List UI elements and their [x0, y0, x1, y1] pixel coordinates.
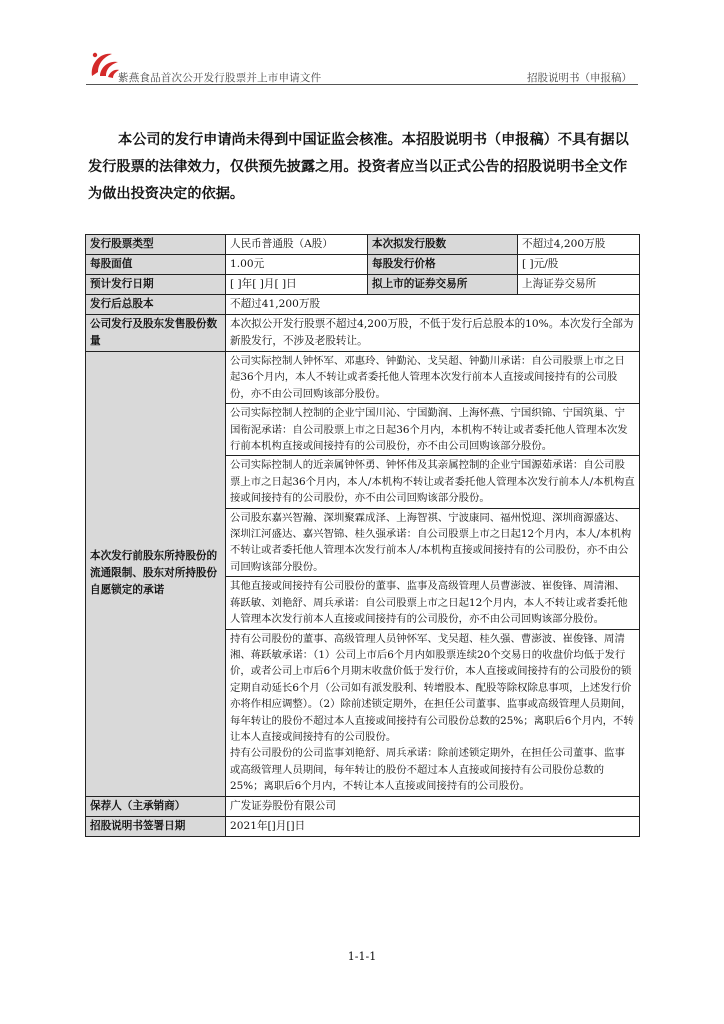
header-document-title: 紫燕食品首次公开发行股票并上市申请文件 [118, 72, 322, 84]
lockup-commitments [226, 352, 640, 797]
lockup-label: 本次发行前股东所持股份的流通限制、股东对所持股份自愿锁定的承诺 [86, 352, 226, 797]
table-row [86, 275, 640, 295]
table-row [86, 255, 640, 275]
header-divider [86, 84, 638, 85]
lockup-item-paragraph: 持有公司股份的公司监事刘艳舒、周兵承诺：除前述锁定期外，在担任公司董事、监事或高级管理人员期间，每年转让的股份不超过本人直接或间接持有公司股份总数的25%；离职后6个月内，不转让本人直接或间接持有的公司股份。 [230, 747, 625, 793]
table-row [86, 796, 640, 816]
risk-notice: 本公司的发行申请尚未得到中国证监会核准。本招股说明书（申报稿）不具有据以发行股票的法律效力，仅供预先披露之用。投资者应当以正式公告的招股说明书全文作为做出投资决定的依据。 [88, 132, 629, 202]
issue-date-value: [ ]年[ ]月[ ]日 [226, 275, 368, 295]
par-value-label: 每股面值 [86, 255, 226, 275]
issue-count-value: 不超过4,200万股 [518, 235, 640, 255]
stock-type-label: 发行股票类型 [86, 235, 226, 255]
sponsor-value: 广发证券股份有限公司 [226, 796, 640, 816]
exchange-value: 上海证券交易所 [518, 275, 640, 295]
sponsor-label: 保荐人（主承销商） [86, 796, 226, 816]
total-shares-value: 不超过41,200万股 [226, 295, 640, 315]
table-row [86, 235, 640, 255]
issue-price-label: 每股发行价格 [368, 255, 518, 275]
par-value-value: 1.00元 [226, 255, 368, 275]
exchange-label: 拟上市的证券交易所 [368, 275, 518, 295]
page-number: 1-1-1 [347, 950, 377, 963]
table-row [86, 352, 640, 797]
lockup-item: 公司股东嘉兴智瀚、深圳聚霖成泽、上海智祺、宁波康同、福州悦迎、深圳商源盛达、深圳江河盛达、嘉兴智锦、桂久强承诺：自公司股票上市之日起12个月内，本人/本机构不转让或者委托他人管理本次发行前本人/本机构直接或间接持有的公司股份，亦不由公司回购该部分股份。 [226, 509, 639, 578]
lockup-item: 公司实际控制人钟怀军、邓惠玲、钟勤沁、戈吴超、钟勤川承诺：自公司股票上市之日起36个月内，本人不转让或者委托他人管理本次发行前本人直接或间接持有的公司股份，亦不由公司回购该部分股份。 [226, 352, 639, 404]
lockup-item-paragraph: 持有公司股份的董事、高级管理人员钟怀军、戈吴超、桂久强、曹澎波、崔俊锋、周清湘、蒋跃敏承诺：（1）公司上市后6个月内如股票连续20个交易日的收盘价均低于发行价，或者公司上市后6个月期末收盘价低于发行价，本人直接或间接持有的公司股份的锁定期自动延长6个月（公司如有派发股利、转增股本、配股等除权除息事项，上述发行价亦将作相应调整）。（2）除前述锁定期外，在担任公司董事、监事或高级管理人员期间，每年转让的股份不超过本人直接或间接持有公司股份总数的25%；离职后6个月内，不转让本人直接或间接持有的公司股份。 [230, 632, 634, 743]
lockup-item: 其他直接或间接持有公司股份的董事、监事及高级管理人员曹澎波、崔俊锋、周清湘、蒋跃敏、刘艳舒、周兵承诺：自公司股票上市之日起12个月内，本人不转让或者委托他人管理本次发行前本人直接或间接持有的公司股份，亦不由公司回购该部分股份。 [226, 577, 639, 629]
share-sale-value: 本次拟公开发行股票不超过4,200万股，不低于发行后总股本的10%。本次发行全部为新股发行，不涉及老股转让。 [226, 315, 640, 352]
lockup-item: 公司实际控制人的近亲属钟怀勇、钟怀伟及其亲属控制的企业宁国源茹承诺：自公司股票上市之日起36个月内，本人/本机构不转让或者委托他人管理本次发行前本人/本机构直接或间接持有的公司股份，亦不由公司回购该部分股份。 [226, 456, 639, 508]
issue-price-value: [ ]元/股 [518, 255, 640, 275]
lockup-item: 公司实际控制人控制的企业宁国川沁、宁国勤润、上海怀燕、宁国织锦、宁国筑巢、宁国衔泥承诺：自公司股票上市之日起36个月内，本机构不转让或者委托他人管理本次发行前本机构直接或间接持有的公司股份，亦不由公司回购该部分股份。 [226, 404, 639, 456]
table-row [86, 315, 640, 352]
company-logo-icon [86, 46, 122, 82]
sign-date-value: 2021年[]月[]日 [226, 816, 640, 836]
stock-type-value: 人民币普通股（A股） [226, 235, 368, 255]
issue-count-label: 本次拟发行股数 [368, 235, 518, 255]
issuance-summary-table [85, 234, 640, 837]
total-shares-label: 发行后总股本 [86, 295, 226, 315]
sign-date-label: 招股说明书签署日期 [86, 816, 226, 836]
issue-date-label: 预计发行日期 [86, 275, 226, 295]
lockup-item [226, 630, 639, 796]
header-document-type: 招股说明书（申报稿） [527, 72, 632, 84]
table-row [86, 295, 640, 315]
share-sale-label: 公司发行及股东发售股份数量 [86, 315, 226, 352]
table-row [86, 816, 640, 836]
